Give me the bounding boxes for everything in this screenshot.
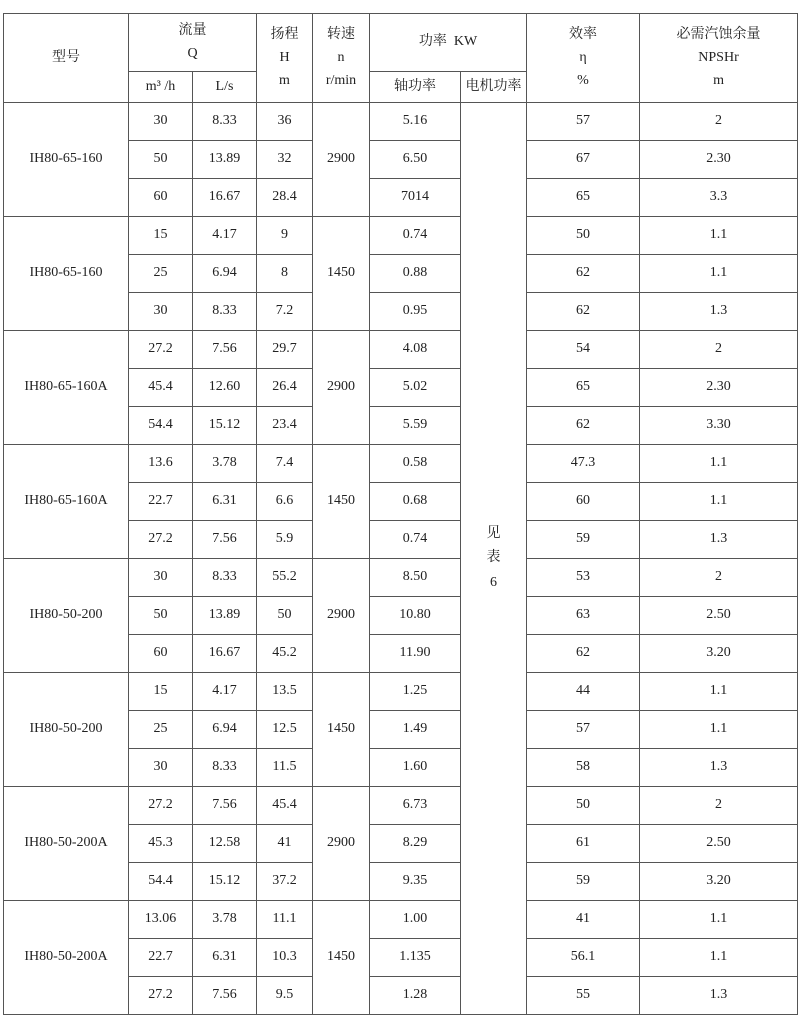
efficiency-cell: 62 bbox=[527, 635, 640, 673]
flow-ls-cell: 13.89 bbox=[193, 597, 257, 635]
npsh-cell: 1.1 bbox=[640, 939, 798, 977]
flow-ls-cell: 8.33 bbox=[193, 749, 257, 787]
flow-ls-cell: 7.56 bbox=[193, 977, 257, 1015]
header-head bbox=[257, 14, 313, 103]
header-efficiency-label: 效率 bbox=[569, 26, 598, 42]
table-body bbox=[4, 103, 798, 1015]
flow-m3h-cell: 30 bbox=[129, 559, 193, 597]
speed-cell: 2900 bbox=[313, 787, 370, 901]
head-cell: 11.1 bbox=[257, 901, 313, 939]
efficiency-cell: 62 bbox=[527, 407, 640, 445]
flow-m3h-cell: 54.4 bbox=[129, 863, 193, 901]
efficiency-cell: 58 bbox=[527, 749, 640, 787]
flow-ls-cell: 8.33 bbox=[193, 559, 257, 597]
shaft-power-cell: 1.28 bbox=[370, 977, 461, 1015]
efficiency-cell: 60 bbox=[527, 483, 640, 521]
head-cell: 10.3 bbox=[257, 939, 313, 977]
flow-m3h-cell: 15 bbox=[129, 673, 193, 711]
flow-m3h-cell: 30 bbox=[129, 293, 193, 331]
shaft-power-cell: 1.00 bbox=[370, 901, 461, 939]
shaft-power-cell: 0.68 bbox=[370, 483, 461, 521]
model-cell: IH80-50-200A bbox=[4, 787, 129, 901]
shaft-power-cell: 6.50 bbox=[370, 141, 461, 179]
flow-m3h-cell: 27.2 bbox=[129, 521, 193, 559]
head-cell: 13.5 bbox=[257, 673, 313, 711]
motor-note-char: 6 bbox=[490, 574, 497, 590]
efficiency-cell: 55 bbox=[527, 977, 640, 1015]
head-cell: 41 bbox=[257, 825, 313, 863]
npsh-cell: 2 bbox=[640, 103, 798, 141]
efficiency-cell: 50 bbox=[527, 217, 640, 255]
flow-m3h-cell: 50 bbox=[129, 597, 193, 635]
header-model: 型号 bbox=[4, 14, 129, 103]
npsh-cell: 3.3 bbox=[640, 179, 798, 217]
model-cell: IH80-50-200 bbox=[4, 673, 129, 787]
motor-note-char: 见 bbox=[486, 526, 501, 542]
shaft-power-cell: 10.80 bbox=[370, 597, 461, 635]
header-head-label: 扬程 bbox=[270, 26, 299, 42]
header-flow-unit-ls: L/s bbox=[193, 72, 257, 103]
model-cell: IH80-65-160A bbox=[4, 331, 129, 445]
npsh-cell: 1.3 bbox=[640, 521, 798, 559]
head-cell: 5.9 bbox=[257, 521, 313, 559]
header-power: 功率 KW bbox=[370, 14, 527, 72]
flow-ls-cell: 6.31 bbox=[193, 483, 257, 521]
header-npsh-symbol: NPSHr bbox=[698, 49, 739, 65]
head-cell: 7.2 bbox=[257, 293, 313, 331]
efficiency-cell: 57 bbox=[527, 711, 640, 749]
shaft-power-cell: 1.49 bbox=[370, 711, 461, 749]
flow-ls-cell: 3.78 bbox=[193, 445, 257, 483]
flow-ls-cell: 6.94 bbox=[193, 711, 257, 749]
model-cell: IH80-65-160A bbox=[4, 445, 129, 559]
flow-m3h-cell: 22.7 bbox=[129, 483, 193, 521]
flow-ls-cell: 7.56 bbox=[193, 331, 257, 369]
shaft-power-cell: 0.88 bbox=[370, 255, 461, 293]
npsh-cell: 2 bbox=[640, 559, 798, 597]
head-cell: 7.4 bbox=[257, 445, 313, 483]
npsh-cell: 1.1 bbox=[640, 901, 798, 939]
table-row bbox=[4, 901, 798, 939]
flow-ls-cell: 16.67 bbox=[193, 179, 257, 217]
flow-m3h-cell: 22.7 bbox=[129, 939, 193, 977]
flow-ls-cell: 15.12 bbox=[193, 863, 257, 901]
speed-cell: 2900 bbox=[313, 559, 370, 673]
flow-m3h-cell: 25 bbox=[129, 255, 193, 293]
flow-m3h-cell: 25 bbox=[129, 711, 193, 749]
header-flow-label: 流量 bbox=[178, 22, 207, 38]
speed-cell: 1450 bbox=[313, 217, 370, 331]
flow-m3h-cell: 60 bbox=[129, 635, 193, 673]
shaft-power-cell: 1.60 bbox=[370, 749, 461, 787]
npsh-cell: 3.20 bbox=[640, 863, 798, 901]
efficiency-cell: 67 bbox=[527, 141, 640, 179]
header-efficiency-symbol: η bbox=[579, 49, 587, 65]
npsh-cell: 1.1 bbox=[640, 255, 798, 293]
header-flow bbox=[129, 14, 257, 72]
speed-cell: 1450 bbox=[313, 901, 370, 1015]
flow-m3h-cell: 27.2 bbox=[129, 331, 193, 369]
flow-ls-cell: 7.56 bbox=[193, 521, 257, 559]
flow-ls-cell: 3.78 bbox=[193, 901, 257, 939]
head-cell: 36 bbox=[257, 103, 313, 141]
shaft-power-cell: 5.16 bbox=[370, 103, 461, 141]
efficiency-cell: 57 bbox=[527, 103, 640, 141]
shaft-power-cell: 11.90 bbox=[370, 635, 461, 673]
header-speed-label: 转速 bbox=[327, 26, 355, 42]
flow-m3h-cell: 27.2 bbox=[129, 977, 193, 1015]
npsh-cell: 1.1 bbox=[640, 445, 798, 483]
header-speed-symbol: n bbox=[337, 49, 345, 65]
npsh-cell: 2 bbox=[640, 787, 798, 825]
efficiency-cell: 47.3 bbox=[527, 445, 640, 483]
shaft-power-cell: 8.29 bbox=[370, 825, 461, 863]
header-efficiency bbox=[527, 14, 640, 103]
efficiency-cell: 59 bbox=[527, 863, 640, 901]
header-npsh-label: 必需汽蚀余量 bbox=[676, 26, 761, 42]
model-cell: IH80-50-200 bbox=[4, 559, 129, 673]
table-header bbox=[4, 14, 798, 103]
model-cell: IH80-65-160 bbox=[4, 103, 129, 217]
pump-performance-table bbox=[3, 13, 798, 1015]
flow-ls-cell: 4.17 bbox=[193, 673, 257, 711]
header-speed-unit: r/min bbox=[325, 73, 357, 89]
table-row bbox=[4, 217, 798, 255]
shaft-power-cell: 9.35 bbox=[370, 863, 461, 901]
npsh-cell: 2.50 bbox=[640, 825, 798, 863]
head-cell: 11.5 bbox=[257, 749, 313, 787]
npsh-cell: 1.3 bbox=[640, 293, 798, 331]
flow-m3h-cell: 50 bbox=[129, 141, 193, 179]
efficiency-cell: 63 bbox=[527, 597, 640, 635]
flow-ls-cell: 6.94 bbox=[193, 255, 257, 293]
npsh-cell: 1.3 bbox=[640, 977, 798, 1015]
head-cell: 6.6 bbox=[257, 483, 313, 521]
flow-ls-cell: 12.60 bbox=[193, 369, 257, 407]
shaft-power-cell: 0.74 bbox=[370, 217, 461, 255]
flow-m3h-cell: 13.6 bbox=[129, 445, 193, 483]
shaft-power-cell: 4.08 bbox=[370, 331, 461, 369]
flow-m3h-cell: 27.2 bbox=[129, 787, 193, 825]
flow-m3h-cell: 60 bbox=[129, 179, 193, 217]
header-head-unit: m bbox=[279, 73, 290, 89]
shaft-power-cell: 7014 bbox=[370, 179, 461, 217]
flow-ls-cell: 13.89 bbox=[193, 141, 257, 179]
flow-ls-cell: 4.17 bbox=[193, 217, 257, 255]
head-cell: 55.2 bbox=[257, 559, 313, 597]
flow-m3h-cell: 45.3 bbox=[129, 825, 193, 863]
shaft-power-cell: 1.25 bbox=[370, 673, 461, 711]
header-efficiency-unit: % bbox=[577, 73, 589, 89]
npsh-cell: 2.30 bbox=[640, 369, 798, 407]
head-cell: 28.4 bbox=[257, 179, 313, 217]
speed-cell: 1450 bbox=[313, 673, 370, 787]
flow-m3h-cell: 30 bbox=[129, 749, 193, 787]
shaft-power-cell: 0.58 bbox=[370, 445, 461, 483]
shaft-power-cell: 5.59 bbox=[370, 407, 461, 445]
head-cell: 26.4 bbox=[257, 369, 313, 407]
speed-cell: 2900 bbox=[313, 103, 370, 217]
flow-ls-cell: 8.33 bbox=[193, 103, 257, 141]
efficiency-cell: 62 bbox=[527, 293, 640, 331]
npsh-cell: 1.1 bbox=[640, 483, 798, 521]
npsh-cell: 1.1 bbox=[640, 217, 798, 255]
shaft-power-cell: 0.74 bbox=[370, 521, 461, 559]
flow-m3h-cell: 13.06 bbox=[129, 901, 193, 939]
npsh-cell: 1.1 bbox=[640, 673, 798, 711]
npsh-cell: 3.30 bbox=[640, 407, 798, 445]
header-head-symbol: H bbox=[279, 49, 290, 65]
flow-m3h-cell: 30 bbox=[129, 103, 193, 141]
header-speed bbox=[313, 14, 370, 103]
speed-cell: 1450 bbox=[313, 445, 370, 559]
table-row bbox=[4, 103, 798, 141]
table-row bbox=[4, 331, 798, 369]
npsh-cell: 2 bbox=[640, 331, 798, 369]
npsh-cell: 2.30 bbox=[640, 141, 798, 179]
header-motor-power: 电机功率 bbox=[461, 72, 527, 103]
efficiency-cell: 44 bbox=[527, 673, 640, 711]
flow-ls-cell: 12.58 bbox=[193, 825, 257, 863]
shaft-power-cell: 8.50 bbox=[370, 559, 461, 597]
efficiency-cell: 41 bbox=[527, 901, 640, 939]
header-shaft-power: 轴功率 bbox=[370, 72, 461, 103]
motor-note-char: 表 bbox=[486, 550, 501, 566]
efficiency-cell: 50 bbox=[527, 787, 640, 825]
head-cell: 37.2 bbox=[257, 863, 313, 901]
flow-ls-cell: 8.33 bbox=[193, 293, 257, 331]
flow-ls-cell: 15.12 bbox=[193, 407, 257, 445]
model-cell: IH80-50-200A bbox=[4, 901, 129, 1015]
flow-m3h-cell: 45.4 bbox=[129, 369, 193, 407]
motor-power-note bbox=[461, 103, 527, 1015]
header-npsh-unit: m bbox=[713, 73, 724, 89]
head-cell: 50 bbox=[257, 597, 313, 635]
efficiency-cell: 56.1 bbox=[527, 939, 640, 977]
shaft-power-cell: 1.135 bbox=[370, 939, 461, 977]
flow-ls-cell: 6.31 bbox=[193, 939, 257, 977]
head-cell: 9 bbox=[257, 217, 313, 255]
header-flow-symbol: Q bbox=[187, 46, 198, 61]
head-cell: 9.5 bbox=[257, 977, 313, 1015]
table-row bbox=[4, 445, 798, 483]
shaft-power-cell: 6.73 bbox=[370, 787, 461, 825]
npsh-cell: 3.20 bbox=[640, 635, 798, 673]
head-cell: 29.7 bbox=[257, 331, 313, 369]
head-cell: 45.4 bbox=[257, 787, 313, 825]
npsh-cell: 2.50 bbox=[640, 597, 798, 635]
model-cell: IH80-65-160 bbox=[4, 217, 129, 331]
efficiency-cell: 53 bbox=[527, 559, 640, 597]
efficiency-cell: 61 bbox=[527, 825, 640, 863]
table-row bbox=[4, 559, 798, 597]
flow-m3h-cell: 15 bbox=[129, 217, 193, 255]
head-cell: 8 bbox=[257, 255, 313, 293]
speed-cell: 2900 bbox=[313, 331, 370, 445]
flow-ls-cell: 7.56 bbox=[193, 787, 257, 825]
efficiency-cell: 65 bbox=[527, 179, 640, 217]
shaft-power-cell: 0.95 bbox=[370, 293, 461, 331]
table-row bbox=[4, 673, 798, 711]
npsh-cell: 1.1 bbox=[640, 711, 798, 749]
head-cell: 32 bbox=[257, 141, 313, 179]
efficiency-cell: 62 bbox=[527, 255, 640, 293]
head-cell: 45.2 bbox=[257, 635, 313, 673]
efficiency-cell: 65 bbox=[527, 369, 640, 407]
efficiency-cell: 59 bbox=[527, 521, 640, 559]
table-row bbox=[4, 787, 798, 825]
head-cell: 12.5 bbox=[257, 711, 313, 749]
shaft-power-cell: 5.02 bbox=[370, 369, 461, 407]
flow-ls-cell: 16.67 bbox=[193, 635, 257, 673]
head-cell: 23.4 bbox=[257, 407, 313, 445]
efficiency-cell: 54 bbox=[527, 331, 640, 369]
header-npsh bbox=[640, 14, 798, 103]
npsh-cell: 1.3 bbox=[640, 749, 798, 787]
flow-m3h-cell: 54.4 bbox=[129, 407, 193, 445]
header-flow-unit-m3h: m³ /h bbox=[129, 72, 193, 103]
